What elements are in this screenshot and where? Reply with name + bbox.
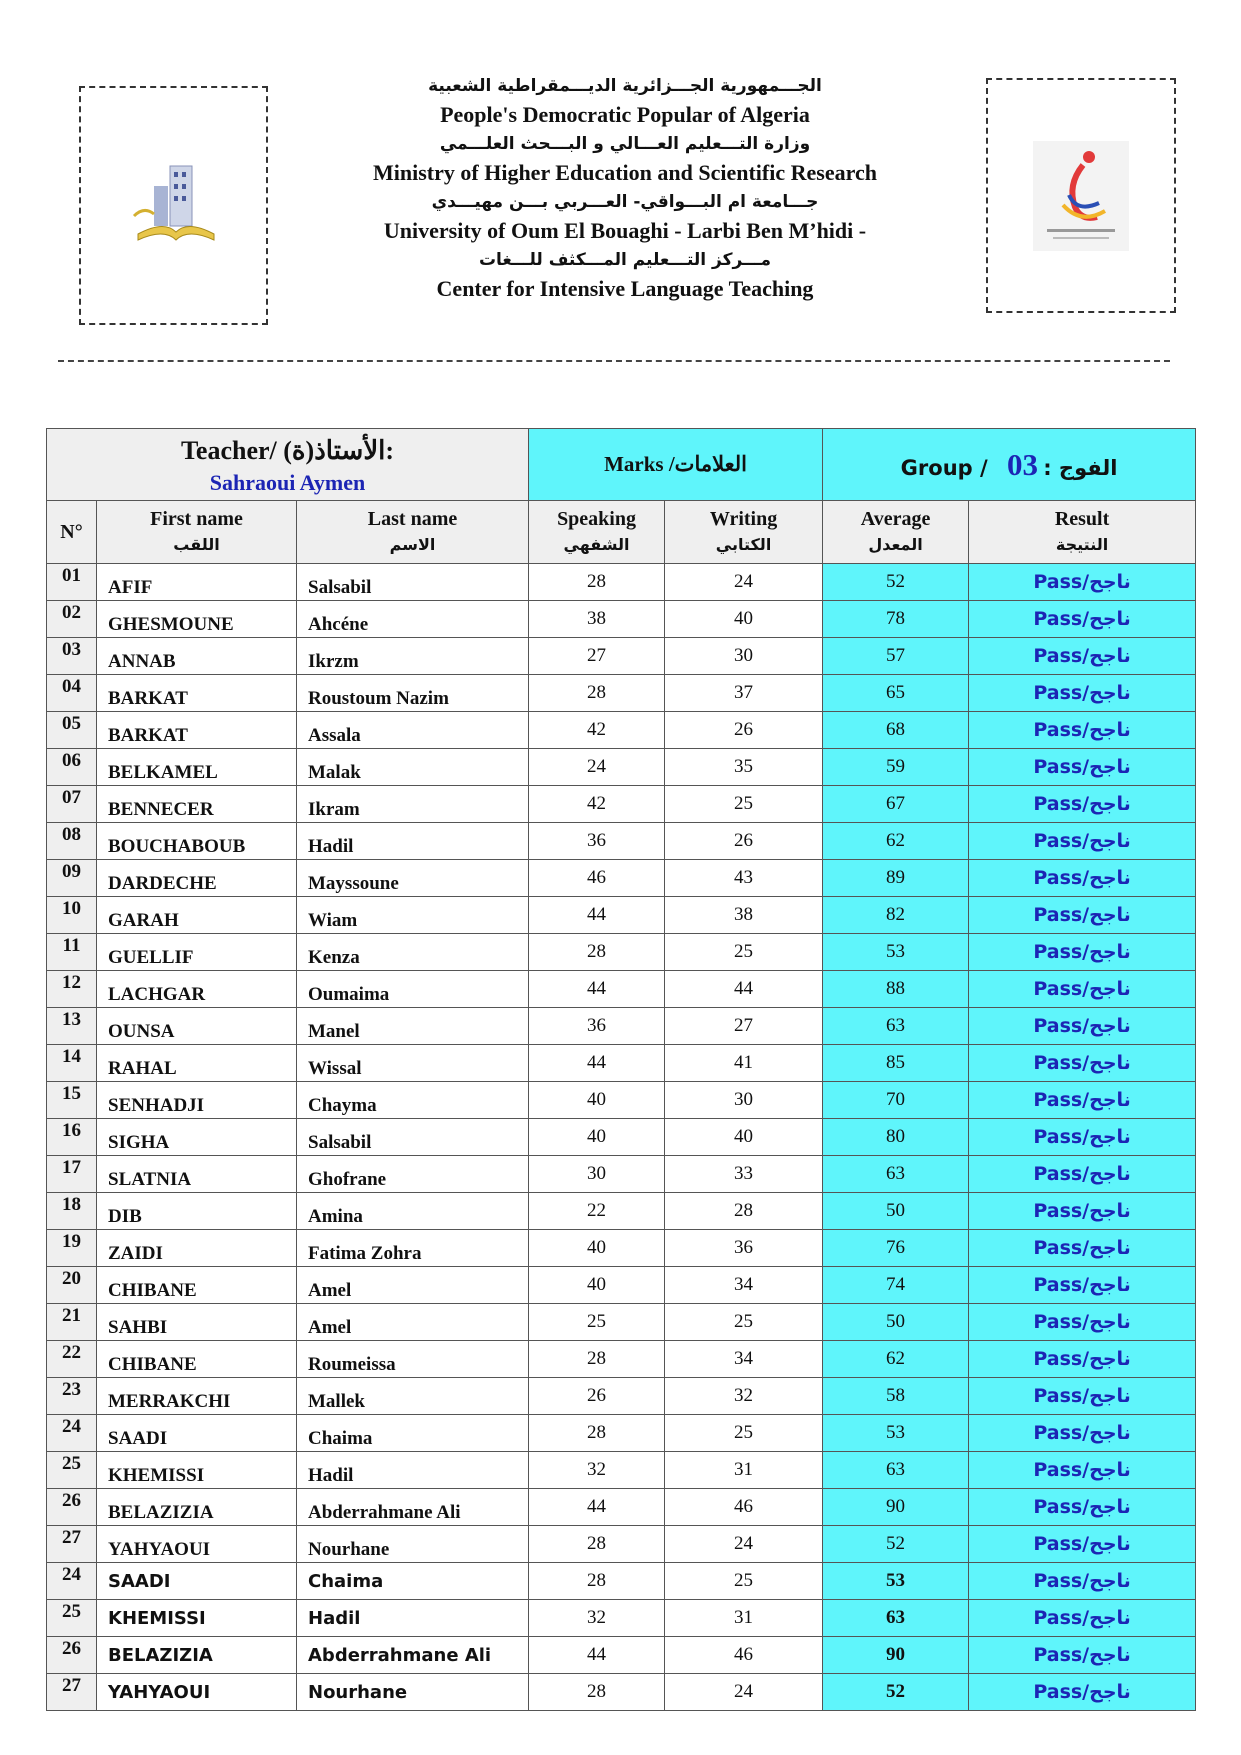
speaking-mark-cell: 28: [529, 1341, 665, 1378]
university-logo: [124, 156, 224, 256]
writing-mark-cell: 37: [665, 675, 823, 712]
average-cell: 62: [823, 1341, 969, 1378]
writing-mark-cell: 38: [665, 897, 823, 934]
first-name-cell: ANNAB: [97, 638, 297, 675]
average-cell: 53: [823, 1415, 969, 1452]
table-row: [47, 1193, 1196, 1230]
table-row: [47, 860, 1196, 897]
result-cell: Pass/ناجح: [969, 1452, 1196, 1489]
result-cell: Pass/ناجح: [969, 1378, 1196, 1415]
average-cell: 62: [823, 823, 969, 860]
result-cell: Pass/ناجح: [969, 1600, 1196, 1637]
row-number: 02: [47, 601, 97, 638]
table-row: [47, 712, 1196, 749]
result-cell: Pass/ناجح: [969, 1119, 1196, 1156]
group-number: 03: [1006, 446, 1038, 482]
last-name-cell: Manel: [297, 1008, 529, 1045]
first-name-cell: SAADI: [97, 1563, 297, 1600]
average-cell: 53: [823, 1563, 969, 1600]
col-writing-ar: الكتابي: [715, 535, 772, 554]
speaking-mark-cell: 40: [529, 1230, 665, 1267]
last-name-cell: Roustoum Nazim: [297, 675, 529, 712]
last-name-cell: Salsabil: [297, 1119, 529, 1156]
first-name-cell: BENNECER: [97, 786, 297, 823]
col-first-name-en: First name: [150, 508, 243, 530]
table-row: [47, 1267, 1196, 1304]
table-row: [47, 1526, 1196, 1563]
result-cell: Pass/ناجح: [969, 971, 1196, 1008]
writing-mark-cell: 27: [665, 1008, 823, 1045]
table-row: [47, 1674, 1196, 1711]
first-name-cell: SLATNIA: [97, 1156, 297, 1193]
writing-mark-cell: 30: [665, 1082, 823, 1119]
col-result-ar: النتيجة: [1055, 535, 1109, 554]
center-title-en: Center for Intensive Language Teaching: [436, 276, 814, 301]
table-row: [47, 1563, 1196, 1600]
result-cell: Pass/ناجح: [969, 1341, 1196, 1378]
average-cell: 63: [823, 1008, 969, 1045]
table-row: [47, 1304, 1196, 1341]
writing-mark-cell: 35: [665, 749, 823, 786]
first-name-cell: KHEMISSI: [97, 1452, 297, 1489]
writing-mark-cell: 24: [665, 564, 823, 601]
last-name-cell: Amel: [297, 1304, 529, 1341]
writing-mark-cell: 33: [665, 1156, 823, 1193]
marks-header: Marks /العلامات: [529, 429, 823, 501]
average-cell: 74: [823, 1267, 969, 1304]
speaking-mark-cell: 36: [529, 823, 665, 860]
language-center-logo-frame: [986, 78, 1176, 313]
row-number: 09: [47, 860, 97, 897]
row-number: 25: [47, 1600, 97, 1637]
average-cell: 76: [823, 1230, 969, 1267]
average-cell: 50: [823, 1304, 969, 1341]
result-cell: Pass/ناجح: [969, 749, 1196, 786]
speaking-mark-cell: 40: [529, 1267, 665, 1304]
row-number: 25: [47, 1452, 97, 1489]
average-cell: 90: [823, 1637, 969, 1674]
ministry-title-ar: وزارة التـــعليم العـــالي و البـــحث العلـــمي: [439, 134, 811, 154]
last-name-cell: Ikrzm: [297, 638, 529, 675]
speaking-mark-cell: 38: [529, 601, 665, 638]
speaking-mark-cell: 30: [529, 1156, 665, 1193]
table-row: [47, 1415, 1196, 1452]
group-cell: [823, 429, 1196, 501]
row-number: 05: [47, 712, 97, 749]
speaking-mark-cell: 25: [529, 1304, 665, 1341]
speaking-mark-cell: 28: [529, 675, 665, 712]
speaking-mark-cell: 36: [529, 1008, 665, 1045]
language-center-logo: [1033, 141, 1129, 251]
speaking-mark-cell: 28: [529, 1526, 665, 1563]
average-cell: 52: [823, 1674, 969, 1711]
row-number: 23: [47, 1378, 97, 1415]
first-name-cell: ZAIDI: [97, 1230, 297, 1267]
result-cell: Pass/ناجح: [969, 786, 1196, 823]
table-row: [47, 1045, 1196, 1082]
average-cell: 78: [823, 601, 969, 638]
table-row: [47, 1637, 1196, 1674]
row-number: 12: [47, 971, 97, 1008]
row-number: 01: [47, 564, 97, 601]
average-cell: 68: [823, 712, 969, 749]
teacher-label: Teacher/ (الأستاذ(ة:: [180, 435, 395, 465]
row-number: 03: [47, 638, 97, 675]
table-row: [47, 971, 1196, 1008]
first-name-cell: RAHAL: [97, 1045, 297, 1082]
speaking-mark-cell: 24: [529, 749, 665, 786]
average-cell: 82: [823, 897, 969, 934]
col-speaking-ar: الشفهي: [563, 535, 630, 554]
table-row: [47, 1341, 1196, 1378]
result-cell: Pass/ناجح: [969, 934, 1196, 971]
first-name-cell: BELKAMEL: [97, 749, 297, 786]
writing-mark-cell: 46: [665, 1637, 823, 1674]
row-number: 13: [47, 1008, 97, 1045]
table-row: [47, 1119, 1196, 1156]
result-cell: Pass/ناجح: [969, 601, 1196, 638]
last-name-cell: Nourhane: [297, 1526, 529, 1563]
speaking-mark-cell: 44: [529, 1489, 665, 1526]
speaking-mark-cell: 40: [529, 1082, 665, 1119]
row-number: 14: [47, 1045, 97, 1082]
first-name-cell: BOUCHABOUB: [97, 823, 297, 860]
average-cell: 63: [823, 1600, 969, 1637]
writing-mark-cell: 40: [665, 1119, 823, 1156]
result-cell: Pass/ناجح: [969, 1193, 1196, 1230]
col-writing-en: Writing: [709, 508, 778, 530]
row-number: 24: [47, 1415, 97, 1452]
table-row: [47, 1378, 1196, 1415]
result-cell: Pass/ناجح: [969, 1082, 1196, 1119]
col-speaking-en: Speaking: [557, 508, 636, 530]
row-number: 16: [47, 1119, 97, 1156]
first-name-cell: CHIBANE: [97, 1267, 297, 1304]
first-name-cell: SIGHA: [97, 1119, 297, 1156]
col-num-header: N°: [47, 501, 97, 564]
table-row: [47, 934, 1196, 971]
col-first-name-ar: اللقب: [173, 535, 220, 554]
table-row: [47, 823, 1196, 860]
table-row: [47, 1489, 1196, 1526]
last-name-cell: Roumeissa: [297, 1341, 529, 1378]
result-cell: Pass/ناجح: [969, 1156, 1196, 1193]
last-name-cell: Nourhane: [297, 1674, 529, 1711]
last-name-cell: Assala: [297, 712, 529, 749]
col-last-name-header: [297, 501, 529, 564]
table-row: [47, 749, 1196, 786]
result-cell: Pass/ناجح: [969, 1489, 1196, 1526]
average-cell: 80: [823, 1119, 969, 1156]
first-name-cell: BARKAT: [97, 712, 297, 749]
university-logo-frame: [79, 86, 268, 325]
speaking-mark-cell: 44: [529, 971, 665, 1008]
table-row: [47, 601, 1196, 638]
first-name-cell: SENHADJI: [97, 1082, 297, 1119]
writing-mark-cell: 26: [665, 823, 823, 860]
group-label: Group / الفوج :: [900, 455, 1118, 480]
header-separator: [58, 360, 1170, 362]
last-name-cell: Hadil: [297, 1452, 529, 1489]
writing-mark-cell: 25: [665, 1563, 823, 1600]
last-name-cell: Hadil: [297, 1600, 529, 1637]
row-number: 11: [47, 934, 97, 971]
last-name-cell: Wissal: [297, 1045, 529, 1082]
col-speaking-header: [529, 501, 665, 564]
result-cell: Pass/ناجح: [969, 1415, 1196, 1452]
average-cell: 67: [823, 786, 969, 823]
table-row: [47, 564, 1196, 601]
table-row: [47, 675, 1196, 712]
first-name-cell: OUNSA: [97, 1008, 297, 1045]
table-row: [47, 1600, 1196, 1637]
speaking-mark-cell: 44: [529, 1637, 665, 1674]
first-name-cell: MERRAKCHI: [97, 1378, 297, 1415]
first-name-cell: DARDECHE: [97, 860, 297, 897]
average-cell: 70: [823, 1082, 969, 1119]
first-name-cell: BELAZIZIA: [97, 1637, 297, 1674]
writing-mark-cell: 25: [665, 786, 823, 823]
result-cell: Pass/ناجح: [969, 1526, 1196, 1563]
speaking-mark-cell: 46: [529, 860, 665, 897]
result-cell: Pass/ناجح: [969, 638, 1196, 675]
writing-mark-cell: 32: [665, 1378, 823, 1415]
row-number: 26: [47, 1489, 97, 1526]
result-cell: Pass/ناجح: [969, 860, 1196, 897]
result-cell: Pass/ناجح: [969, 1230, 1196, 1267]
first-name-cell: GARAH: [97, 897, 297, 934]
result-cell: Pass/ناجح: [969, 1008, 1196, 1045]
last-name-cell: Malak: [297, 749, 529, 786]
last-name-cell: Ghofrane: [297, 1156, 529, 1193]
average-cell: 89: [823, 860, 969, 897]
last-name-cell: Amel: [297, 1267, 529, 1304]
speaking-mark-cell: 40: [529, 1119, 665, 1156]
speaking-mark-cell: 28: [529, 1563, 665, 1600]
last-name-cell: Salsabil: [297, 564, 529, 601]
writing-mark-cell: 34: [665, 1267, 823, 1304]
writing-mark-cell: 44: [665, 971, 823, 1008]
last-name-cell: Kenza: [297, 934, 529, 971]
speaking-mark-cell: 32: [529, 1452, 665, 1489]
row-number: 27: [47, 1526, 97, 1563]
first-name-cell: DIB: [97, 1193, 297, 1230]
average-cell: 63: [823, 1452, 969, 1489]
speaking-mark-cell: 42: [529, 712, 665, 749]
speaking-mark-cell: 28: [529, 1415, 665, 1452]
row-number: 06: [47, 749, 97, 786]
last-name-cell: Chaima: [297, 1563, 529, 1600]
result-cell: Pass/ناجح: [969, 675, 1196, 712]
last-name-cell: Mayssoune: [297, 860, 529, 897]
writing-mark-cell: 30: [665, 638, 823, 675]
average-cell: 52: [823, 564, 969, 601]
average-cell: 57: [823, 638, 969, 675]
row-number: 07: [47, 786, 97, 823]
university-title-ar: جـــامعة ام البـــواقي- العـــربي بـــن مهيـــدي: [431, 192, 819, 212]
last-name-cell: Amina: [297, 1193, 529, 1230]
average-cell: 58: [823, 1378, 969, 1415]
result-cell: Pass/ناجح: [969, 823, 1196, 860]
row-number: 20: [47, 1267, 97, 1304]
average-cell: 52: [823, 1526, 969, 1563]
col-result-en: Result: [1054, 508, 1110, 530]
average-cell: 85: [823, 1045, 969, 1082]
first-name-cell: KHEMISSI: [97, 1600, 297, 1637]
last-name-cell: Ikram: [297, 786, 529, 823]
first-name-cell: BELAZIZIA: [97, 1489, 297, 1526]
col-first-name-header: [97, 501, 297, 564]
result-cell: Pass/ناجح: [969, 564, 1196, 601]
result-cell: Pass/ناجح: [969, 1674, 1196, 1711]
speaking-mark-cell: 42: [529, 786, 665, 823]
average-cell: 50: [823, 1193, 969, 1230]
results-table: [46, 428, 1196, 1711]
row-number: 21: [47, 1304, 97, 1341]
table-row: [47, 1156, 1196, 1193]
col-result-header: [969, 501, 1196, 564]
first-name-cell: GHESMOUNE: [97, 601, 297, 638]
result-cell: Pass/ناجح: [969, 897, 1196, 934]
first-name-cell: BARKAT: [97, 675, 297, 712]
writing-mark-cell: 25: [665, 1304, 823, 1341]
last-name-cell: Ahcéne: [297, 601, 529, 638]
writing-mark-cell: 24: [665, 1526, 823, 1563]
col-average-header: [823, 501, 969, 564]
speaking-mark-cell: 28: [529, 934, 665, 971]
university-title-en: University of Oum El Bouaghi - Larbi Ben M’hidi -: [383, 218, 867, 243]
writing-mark-cell: 25: [665, 934, 823, 971]
speaking-mark-cell: 27: [529, 638, 665, 675]
row-number: 24: [47, 1563, 97, 1600]
speaking-mark-cell: 28: [529, 564, 665, 601]
speaking-mark-cell: 26: [529, 1378, 665, 1415]
center-title-ar: مـــركز التـــعليم المـــكثف للـــغات: [478, 250, 772, 270]
institution-header: [300, 72, 950, 304]
writing-mark-cell: 28: [665, 1193, 823, 1230]
row-number: 22: [47, 1341, 97, 1378]
col-average-ar: المعدل: [868, 535, 923, 554]
last-name-cell: Chayma: [297, 1082, 529, 1119]
col-last-name-ar: الاسم: [389, 535, 436, 554]
last-name-cell: Chaima: [297, 1415, 529, 1452]
last-name-cell: Fatima Zohra: [297, 1230, 529, 1267]
table-row: [47, 786, 1196, 823]
first-name-cell: YAHYAOUI: [97, 1526, 297, 1563]
speaking-mark-cell: 28: [529, 1674, 665, 1711]
first-name-cell: CHIBANE: [97, 1341, 297, 1378]
last-name-cell: Abderrahmane Ali: [297, 1489, 529, 1526]
row-number: 04: [47, 675, 97, 712]
speaking-mark-cell: 32: [529, 1600, 665, 1637]
first-name-cell: SAADI: [97, 1415, 297, 1452]
average-cell: 90: [823, 1489, 969, 1526]
writing-mark-cell: 46: [665, 1489, 823, 1526]
row-number: 19: [47, 1230, 97, 1267]
first-name-cell: LACHGAR: [97, 971, 297, 1008]
result-cell: Pass/ناجح: [969, 1563, 1196, 1600]
writing-mark-cell: 40: [665, 601, 823, 638]
writing-mark-cell: 36: [665, 1230, 823, 1267]
speaking-mark-cell: 22: [529, 1193, 665, 1230]
col-last-name-en: Last name: [367, 508, 458, 530]
result-cell: Pass/ناجح: [969, 1304, 1196, 1341]
average-cell: 88: [823, 971, 969, 1008]
ministry-title-en: Ministry of Higher Education and Scientific Research: [373, 160, 877, 185]
average-cell: 59: [823, 749, 969, 786]
average-cell: 63: [823, 1156, 969, 1193]
row-number: 17: [47, 1156, 97, 1193]
row-number: 10: [47, 897, 97, 934]
last-name-cell: Wiam: [297, 897, 529, 934]
last-name-cell: Hadil: [297, 823, 529, 860]
table-row: [47, 897, 1196, 934]
last-name-cell: Oumaima: [297, 971, 529, 1008]
result-cell: Pass/ناجح: [969, 1637, 1196, 1674]
result-cell: Pass/ناجح: [969, 1267, 1196, 1304]
result-cell: Pass/ناجح: [969, 712, 1196, 749]
last-name-cell: Mallek: [297, 1378, 529, 1415]
col-writing-header: [665, 501, 823, 564]
row-number: 27: [47, 1674, 97, 1711]
writing-mark-cell: 26: [665, 712, 823, 749]
row-number: 08: [47, 823, 97, 860]
row-number: 26: [47, 1637, 97, 1674]
republic-title-en: People's Democratic Popular of Algeria: [440, 102, 810, 127]
result-cell: Pass/ناجح: [969, 1045, 1196, 1082]
writing-mark-cell: 41: [665, 1045, 823, 1082]
first-name-cell: SAHBI: [97, 1304, 297, 1341]
writing-mark-cell: 31: [665, 1452, 823, 1489]
first-name-cell: AFIF: [97, 564, 297, 601]
speaking-mark-cell: 44: [529, 897, 665, 934]
average-cell: 53: [823, 934, 969, 971]
row-number: 18: [47, 1193, 97, 1230]
writing-mark-cell: 34: [665, 1341, 823, 1378]
row-number: 15: [47, 1082, 97, 1119]
writing-mark-cell: 24: [665, 1674, 823, 1711]
writing-mark-cell: 25: [665, 1415, 823, 1452]
teacher-cell: [47, 429, 529, 501]
table-row: [47, 1230, 1196, 1267]
first-name-cell: YAHYAOUI: [97, 1674, 297, 1711]
last-name-cell: Abderrahmane Ali: [297, 1637, 529, 1674]
table-row: [47, 1082, 1196, 1119]
teacher-name: Sahraoui Aymen: [209, 469, 366, 495]
average-cell: 65: [823, 675, 969, 712]
table-row: [47, 1452, 1196, 1489]
republic-title-ar: الجـــمهورية الجـــزائرية الديـــمقراطية الشعبية: [428, 76, 822, 96]
col-average-en: Average: [860, 508, 931, 530]
writing-mark-cell: 43: [665, 860, 823, 897]
writing-mark-cell: 31: [665, 1600, 823, 1637]
first-name-cell: GUELLIF: [97, 934, 297, 971]
speaking-mark-cell: 44: [529, 1045, 665, 1082]
table-row: [47, 638, 1196, 675]
table-row: [47, 1008, 1196, 1045]
